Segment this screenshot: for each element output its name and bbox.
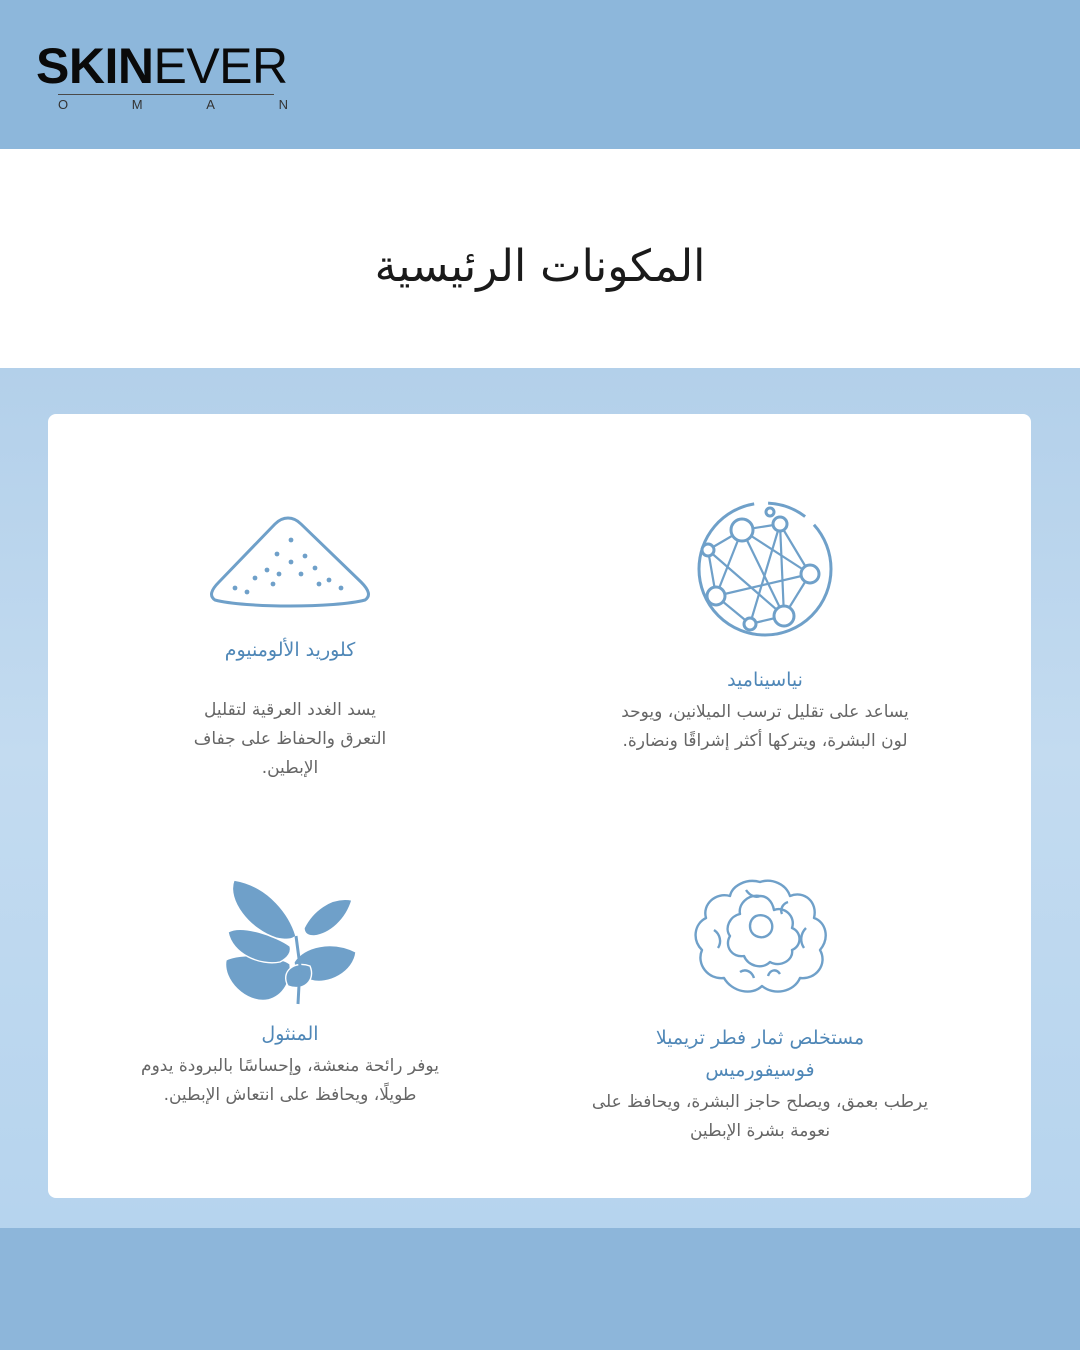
brand-letter: A (206, 97, 215, 112)
ingredient-tremella-extract (570, 876, 950, 1146)
ingredient-menthol (130, 876, 450, 1110)
ingredient-description: يوفر رائحة منعشة، وإحساسًا بالبرودة يدوم طويلًا، ويحافظ على انتعاش الإبطين. (141, 1056, 439, 1105)
ingredient-description: يسد الغدد العرقية لتقليل التعرق والحفاظ على جفاف الإبطين. (193, 700, 387, 778)
ingredient-niacinamide (600, 494, 930, 756)
mint-leaves-icon (220, 876, 360, 1006)
brand-name-bold: SKIN (36, 38, 154, 94)
brand-divider (58, 94, 274, 95)
header-band (0, 0, 1080, 149)
bottom-band (0, 1228, 1080, 1350)
ingredient-name: كلوريد الألومنيوم (224, 639, 356, 661)
ingredient-aluminum-chloride (150, 512, 430, 783)
brand-letter: O (58, 97, 69, 112)
ingredient-description: يرطب بعمق، ويصلح حاجز البشرة، ويحافظ على نعومة بشرة الإبطين (591, 1092, 929, 1141)
brand-location (58, 97, 288, 112)
flower-icon (690, 876, 830, 998)
ingredient-name: مستخلص ثمار فطر تريميلا فوسيفورميس (655, 1027, 865, 1081)
salt-pile-icon (205, 512, 375, 612)
brand-letter: N (278, 97, 288, 112)
brand-letter: M (131, 97, 143, 112)
brand-wordmark (36, 38, 288, 94)
molecule-network-icon (690, 494, 840, 644)
ingredient-description: يساعد على تقليل ترسب الميلانين، ويوحد لون البشرة، ويتركها أكثر إشراقًا ونضارة. (621, 702, 909, 751)
ingredient-name: المنثول (261, 1023, 319, 1045)
section-title: المكونات الرئيسية (374, 241, 706, 292)
ingredient-name: نياسيناميد (727, 669, 803, 691)
brand-logo[interactable] (36, 38, 298, 116)
brand-name-light: EVER (153, 38, 288, 94)
